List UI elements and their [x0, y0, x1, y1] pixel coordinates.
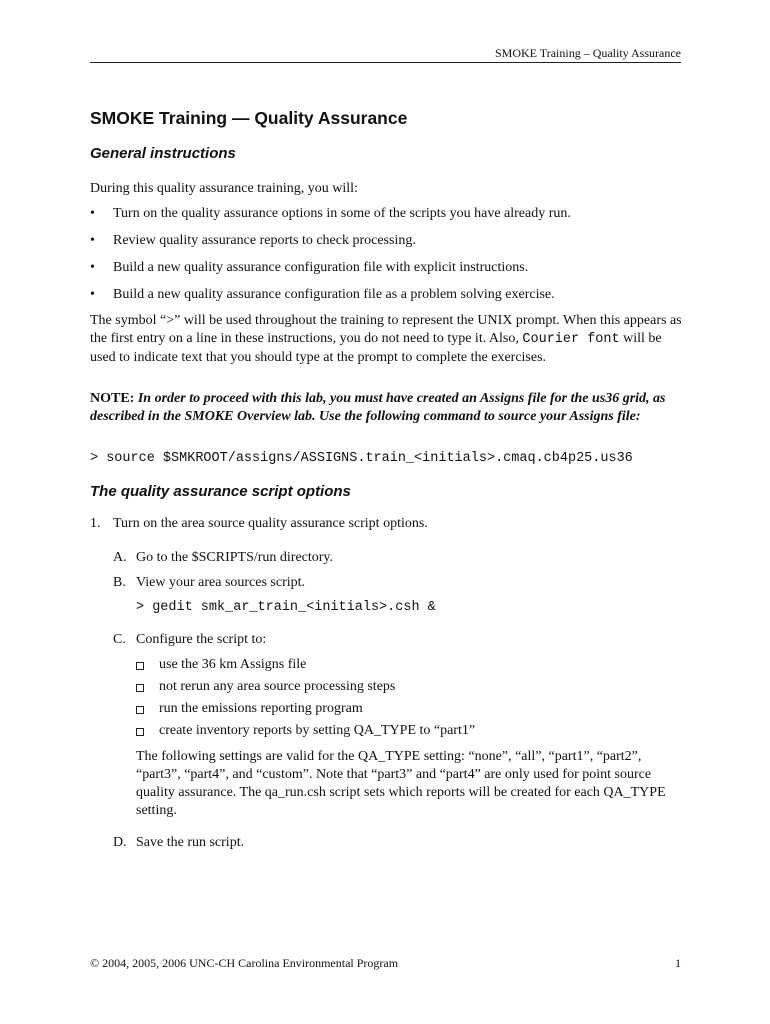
substep-text: Configure the script to: — [136, 632, 267, 647]
intro-text: During this quality assurance training, you will: — [90, 181, 358, 196]
note-paragraph — [90, 390, 682, 426]
page-number: 1 — [675, 956, 681, 970]
symbol-paragraph — [90, 312, 682, 367]
courier-font-sample: Courier font — [522, 332, 620, 347]
note-label: NOTE: — [90, 391, 135, 406]
step-number: 1. — [90, 516, 101, 531]
checkbox-icon — [136, 706, 144, 714]
qa-type-note: The following settings are valid for the QA_TYPE setting: “none”, “all”, “part1”, “part2”, “part3”, “part4”, and “custom”. Note that “part3” and “part4” are only used for point source quality assurance. The qa_run.csh script sets which reports will be created for each QA_TYPE setting. — [136, 749, 666, 818]
copyright-text: © 2004, 2005, 2006 UNC-CH Carolina Environmental Program — [90, 956, 399, 970]
running-header — [90, 45, 681, 63]
checklist-text: use the 36 km Assigns file — [159, 657, 307, 672]
substep-text: View your area sources script. — [136, 575, 306, 590]
substep-label: B. — [113, 575, 126, 590]
checkbox-icon — [136, 662, 144, 670]
substep-text: Go to the $SCRIPTS/run directory. — [136, 550, 334, 565]
checklist-text: not rerun any area source processing steps — [159, 679, 396, 694]
bullet-icon: • — [90, 260, 95, 275]
note-text: In order to proceed with this lab, you must have created an Assigns file for the us36 grid, as described in the SMOKE Overview lab. Use the following command to source your Assigns file: — [90, 391, 666, 424]
checkbox-icon — [136, 728, 144, 736]
gedit-command: > gedit smk_ar_train_<initials>.csh & — [136, 600, 436, 615]
symbol-paragraph-text-2: will be used to indicate text that you should type at the prompt to complete the exercises. — [90, 331, 662, 365]
bullet-text: Review quality assurance reports to check processing. — [113, 233, 416, 248]
bullet-icon: • — [90, 206, 95, 221]
substep-label: C. — [113, 632, 126, 647]
substep-label: A. — [113, 550, 127, 565]
checklist-text: create inventory reports by setting QA_TYPE to “part1” — [159, 723, 476, 738]
substep-text: Save the run script. — [136, 835, 245, 850]
checkbox-icon — [136, 684, 144, 692]
section-heading-general-instructions: General instructions — [90, 145, 236, 162]
bullet-text: Build a new quality assurance configuration file as a problem solving exercise. — [113, 287, 555, 302]
running-header-title: SMOKE Training – Quality Assurance — [495, 46, 681, 60]
bullet-icon: • — [90, 287, 95, 302]
step-text: Turn on the area source quality assurance script options. — [113, 516, 428, 531]
source-command: > source $SMKROOT/assigns/ASSIGNS.train_<initials>.cmaq.cb4p25.us36 — [90, 451, 633, 466]
bullet-icon: • — [90, 233, 95, 248]
symbol-paragraph-text-1: The symbol “>” will be used throughout the training to represent the UNIX prompt. When this appears as the first entry on a line in these instructions, you do not need to type it. Also, — [90, 313, 682, 346]
document-title: SMOKE Training — Quality Assurance — [90, 108, 408, 128]
bullet-text: Turn on the quality assurance options in some of the scripts you have already run. — [113, 206, 571, 221]
section-heading-script-options: The quality assurance script options — [90, 483, 351, 500]
page-footer — [90, 956, 681, 971]
bullet-text: Build a new quality assurance configuration file with explicit instructions. — [113, 260, 529, 275]
substep-label: D. — [113, 835, 127, 850]
checklist-text: run the emissions reporting program — [159, 701, 363, 716]
